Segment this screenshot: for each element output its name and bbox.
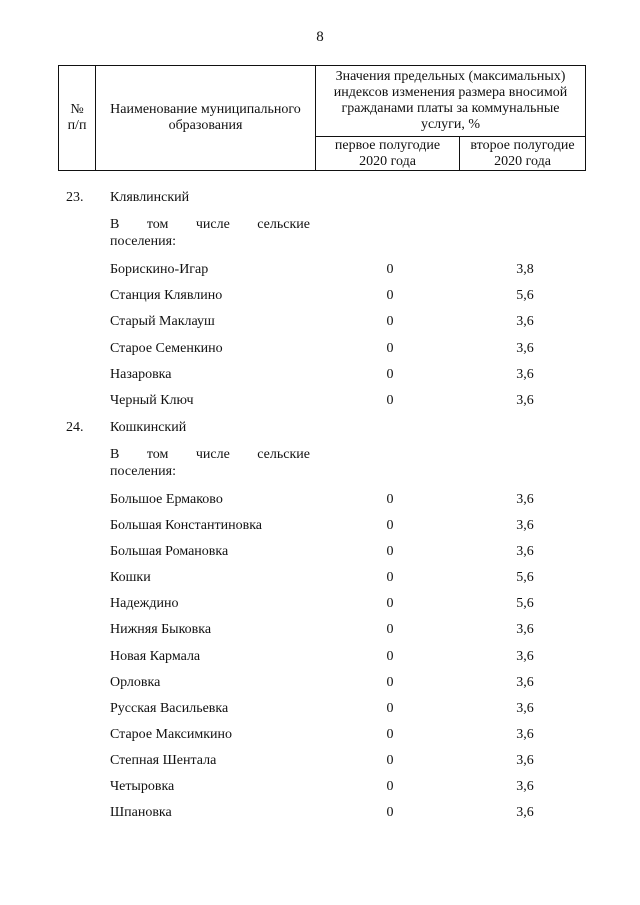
value-first-half: 0: [386, 779, 394, 794]
table-row: [0, 314, 640, 334]
settlement-name: Борискино-Игар: [110, 262, 209, 277]
table-row: [0, 492, 640, 512]
settlement-name: Русская Васильевка: [110, 701, 229, 716]
group-subtitle: поселения:: [110, 464, 176, 479]
table-row: [0, 341, 640, 361]
value-second-half: 3,8: [516, 262, 534, 277]
table-row: [0, 393, 640, 413]
table-row: [0, 701, 640, 721]
table-row: [0, 727, 640, 747]
value-first-half: 0: [386, 570, 394, 585]
settlement-name: Орловка: [110, 675, 161, 690]
settlement-name: Станция Клявлино: [110, 288, 223, 303]
value-first-half: 0: [386, 675, 394, 690]
header-name-cell: Наименование муниципального образования: [110, 102, 301, 133]
value-second-half: 5,6: [516, 570, 534, 585]
settlement-name: Шпановка: [110, 805, 172, 820]
table-row: [0, 675, 640, 695]
settlement-name: Четыровка: [110, 779, 175, 794]
table-row: [0, 805, 640, 825]
value-first-half: 0: [386, 288, 394, 303]
settlement-name: Надеждино: [110, 596, 179, 611]
value-second-half: 3,6: [516, 518, 534, 533]
value-second-half: 5,6: [516, 596, 534, 611]
group-number: 23.: [66, 190, 84, 205]
value-first-half: 0: [386, 753, 394, 768]
value-second-half: 3,6: [516, 314, 534, 329]
value-first-half: 0: [386, 341, 394, 356]
value-first-half: 0: [386, 367, 394, 382]
settlement-name: Нижняя Быковка: [110, 622, 212, 637]
table-row: [0, 779, 640, 799]
value-first-half: 0: [386, 314, 394, 329]
settlement-name: Старое Семенкино: [110, 341, 223, 356]
table-header: [58, 65, 586, 171]
settlement-name: Большая Романовка: [110, 544, 229, 559]
settlement-name: Большая Константиновка: [110, 518, 263, 533]
header-values-cell: Значения предельных (максимальных) индексов изменения размера вносимой гражданами платы за коммунальные услуги, %: [333, 69, 568, 132]
group-subtitle: В том числе сельские: [110, 447, 310, 462]
value-second-half: 3,6: [516, 544, 534, 559]
value-second-half: 3,6: [516, 622, 534, 637]
table-row: [0, 753, 640, 773]
settlement-name: Старое Максимкино: [110, 727, 233, 742]
value-second-half: 3,6: [516, 492, 534, 507]
value-first-half: 0: [386, 701, 394, 716]
settlement-name: Новая Кармала: [110, 649, 201, 664]
value-second-half: 3,6: [516, 779, 534, 794]
settlement-name: Старый Маклауш: [110, 314, 215, 329]
table-row: [0, 544, 640, 564]
group-name: Кошкинский: [110, 420, 187, 435]
table-row: [0, 596, 640, 616]
value-second-half: 3,6: [516, 805, 534, 820]
value-first-half: 0: [386, 544, 394, 559]
value-second-half: 3,6: [516, 649, 534, 664]
header-number-cell: № п/п: [67, 102, 87, 133]
value-second-half: 3,6: [516, 727, 534, 742]
settlement-name: Большое Ермаково: [110, 492, 223, 507]
value-second-half: 3,6: [516, 701, 534, 716]
value-second-half: 3,6: [516, 367, 534, 382]
table-row: [0, 518, 640, 538]
header-col2-cell: второе полугодие 2020 года: [470, 137, 575, 169]
table-row: [0, 649, 640, 669]
value-first-half: 0: [386, 262, 394, 277]
value-first-half: 0: [386, 727, 394, 742]
settlement-name: Степная Шентала: [110, 753, 217, 768]
value-first-half: 0: [386, 622, 394, 637]
value-first-half: 0: [386, 492, 394, 507]
value-first-half: 0: [386, 518, 394, 533]
value-second-half: 3,6: [516, 753, 534, 768]
table-row: [0, 622, 640, 642]
table-row: [0, 262, 640, 282]
group-subtitle: В том числе сельские: [110, 217, 310, 232]
value-second-half: 3,6: [516, 341, 534, 356]
value-second-half: 3,6: [516, 393, 534, 408]
header-col1-cell: первое полугодие 2020 года: [334, 137, 441, 169]
table-row: [0, 367, 640, 387]
value-first-half: 0: [386, 596, 394, 611]
settlement-name: Кошки: [110, 570, 151, 585]
page-number: 8: [316, 29, 324, 45]
group-name: Клявлинский: [110, 190, 190, 205]
settlement-name: Черный Ключ: [110, 393, 194, 408]
value-first-half: 0: [386, 805, 394, 820]
group-subtitle: поселения:: [110, 234, 176, 249]
value-first-half: 0: [386, 649, 394, 664]
value-second-half: 5,6: [516, 288, 534, 303]
table-row: [0, 288, 640, 308]
value-first-half: 0: [386, 393, 394, 408]
group-number: 24.: [66, 420, 84, 435]
settlement-name: Назаровка: [110, 367, 172, 382]
value-second-half: 3,6: [516, 675, 534, 690]
table-row: [0, 570, 640, 590]
